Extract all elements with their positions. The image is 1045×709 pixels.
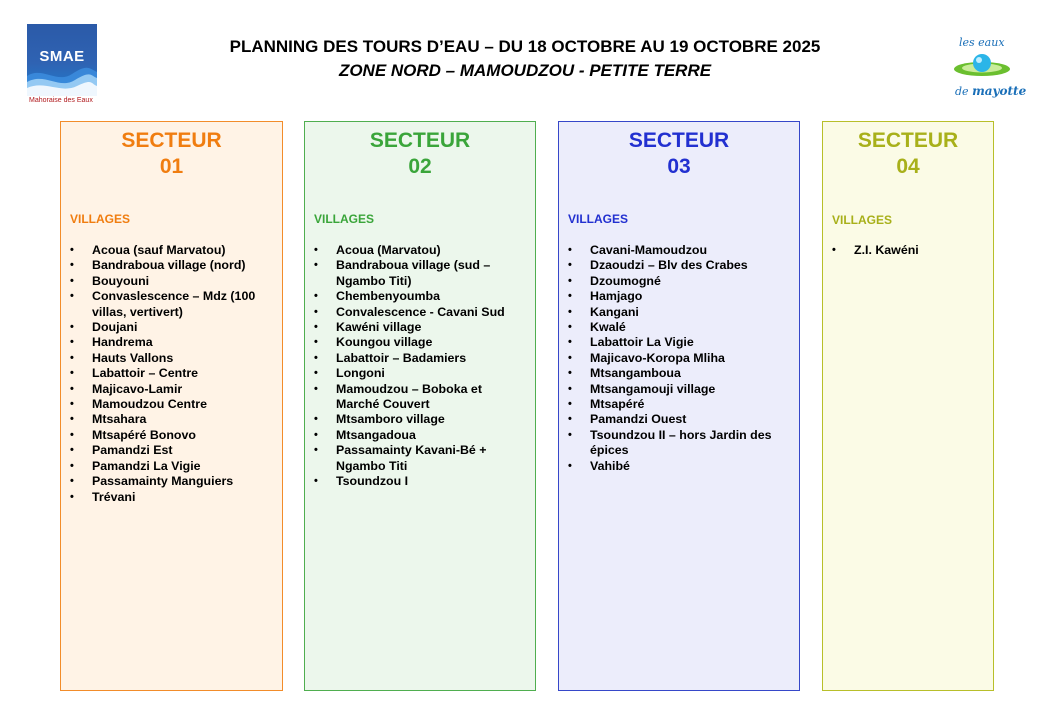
villages-label: VILLAGES: [568, 212, 629, 226]
village-item: • Mtsamboro village: [314, 412, 535, 427]
village-item: • Pamandzi Ouest: [568, 412, 799, 427]
villages-label: VILLAGES: [70, 212, 131, 226]
sector-02-panel: [304, 121, 536, 691]
village-item: • Kangani: [568, 305, 799, 320]
village-item: • Cavani-Mamoudzou: [568, 243, 799, 258]
village-item: • Bandraboua village (nord): [70, 258, 282, 273]
village-item: • Majicavo-Koropa Mliha: [568, 351, 799, 366]
logo-top-text: les eaux: [959, 36, 1005, 49]
sector-01-panel: [60, 121, 283, 691]
village-item: • Vahibé: [568, 459, 799, 474]
village-item: • Koungou village: [314, 335, 535, 350]
logo-bottom-name: mayotte: [972, 84, 1027, 98]
village-item: • Labattoir – Badamiers: [314, 351, 535, 366]
village-item: • Pamandzi La Vigie: [70, 459, 282, 474]
sector-heading-word: SECTEUR: [369, 129, 471, 152]
village-item: • Convaslescence – Mdz (100 villas, vertivert): [70, 289, 282, 320]
village-item: • Mtsangamboua: [568, 366, 799, 381]
village-item: • Mtsangadoua: [314, 428, 535, 443]
village-list: [823, 243, 993, 258]
smae-logo-text: SMAE: [39, 48, 85, 65]
sector-number: 03: [667, 155, 691, 178]
village-item: • Majicavo-Lamir: [70, 382, 282, 397]
village-item: • Acoua (Marvatou): [314, 243, 535, 258]
village-item: • Dzoumogné: [568, 274, 799, 289]
village-item: • Mtsangamouji village: [568, 382, 799, 397]
village-item: • Mtsapéré Bonovo: [70, 428, 282, 443]
village-item: • Chembenyoumba: [314, 289, 535, 304]
village-item: • Mtsapéré: [568, 397, 799, 412]
village-item: • Hamjago: [568, 289, 799, 304]
village-item: • Kwalé: [568, 320, 799, 335]
village-item: • Tsoundzou II – hors Jardin des épices: [568, 428, 799, 459]
village-item: • Hauts Vallons: [70, 351, 282, 366]
sector-heading-word: SECTEUR: [121, 129, 222, 152]
smae-logo-caption: Mahoraise des Eaux: [29, 97, 93, 104]
village-item: • Passamainty Manguiers: [70, 474, 282, 489]
village-item: • Mamoudzou – Boboka et Marché Couvert: [314, 382, 535, 413]
sector-heading-word: SECTEUR: [628, 129, 730, 152]
villages-label: VILLAGES: [832, 213, 893, 227]
sector-heading-word: SECTEUR: [857, 129, 959, 152]
eaux-de-mayotte-logo: [945, 36, 1027, 104]
logo-bottom-text: [955, 84, 1026, 98]
village-item: • Mamoudzou Centre: [70, 397, 282, 412]
village-item: • Trévani: [70, 490, 282, 505]
village-list: [61, 243, 282, 505]
sector-heading: [305, 128, 535, 180]
page-subtitle: ZONE NORD – MAMOUDZOU - PETITE TERRE: [338, 61, 712, 80]
smae-logo-box: [27, 24, 97, 96]
sector-number: 01: [159, 155, 184, 178]
village-item: • Handrema: [70, 335, 282, 350]
village-item: • Labattoir La Vigie: [568, 335, 799, 350]
village-item: • Z.I. Kawéni: [832, 243, 993, 258]
village-item: • Kawéni village: [314, 320, 535, 335]
village-item: • Acoua (sauf Marvatou): [70, 243, 282, 258]
village-item: • Bandraboua village (sud – Ngambo Titi): [314, 258, 535, 289]
sector-04-panel: [822, 121, 994, 691]
village-item: • Pamandzi Est: [70, 443, 282, 458]
village-item: • Labattoir – Centre: [70, 366, 282, 381]
village-item: • Convalescence - Cavani Sud: [314, 305, 535, 320]
village-item: • Passamainty Kavani-Bé + Ngambo Titi: [314, 443, 535, 474]
village-item: • Dzaoudzi – Blv des Crabes: [568, 258, 799, 273]
sector-heading: [559, 128, 799, 180]
village-list: [305, 243, 535, 490]
page-title: PLANNING DES TOURS D’EAU – DU 18 OCTOBRE AU 19 OCTOBRE 2025: [229, 37, 821, 56]
water-drop-leaf-icon: [951, 49, 1013, 85]
villages-label: VILLAGES: [314, 212, 375, 226]
village-item: • Tsoundzou I: [314, 474, 535, 489]
village-item: • Bouyouni: [70, 274, 282, 289]
sector-number: 04: [896, 155, 920, 178]
sector-03-panel: [558, 121, 800, 691]
village-item: • Longoni: [314, 366, 535, 381]
village-item: • Mtsahara: [70, 412, 282, 427]
smae-logo: [27, 24, 97, 108]
sector-heading: [823, 128, 993, 180]
sector-number: 02: [408, 155, 432, 178]
sector-heading: [61, 128, 282, 180]
wave-icon: [27, 62, 97, 96]
logo-bottom-prefix: de: [955, 85, 969, 98]
village-item: • Doujani: [70, 320, 282, 335]
village-list: [559, 243, 799, 474]
